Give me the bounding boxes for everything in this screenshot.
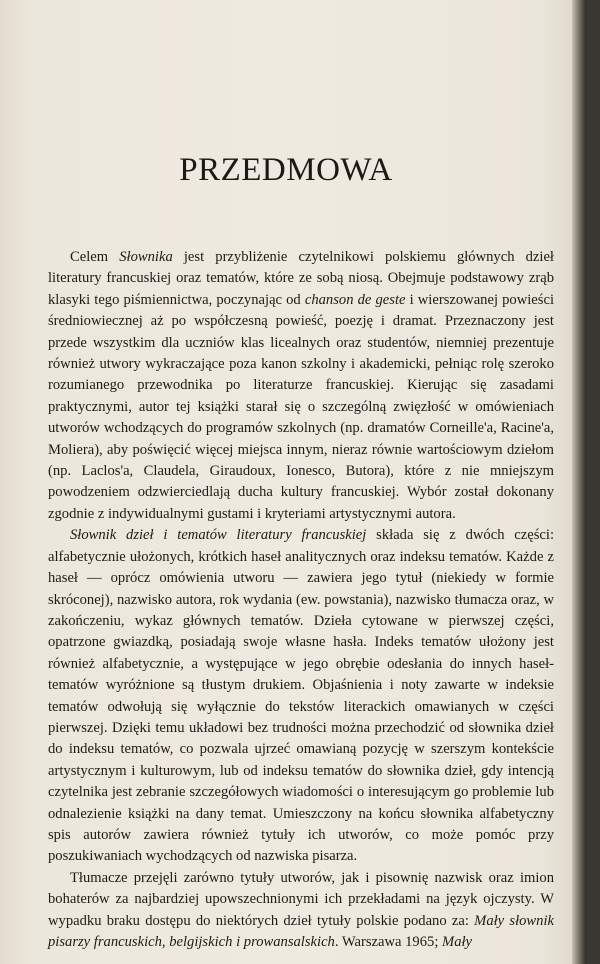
- text-run: Tłumacze przejęli zarówno tytuły utworów, jak i pisownię nazwisk oraz imion bohaterów za najbardziej upowszechnionymi ich przekładami na język ojczysty. W wypadku braku dostępu do niektórych dzieł tytuły polskie podano za:: [48, 869, 554, 929]
- italic-title: Słownik dzieł i tematów literatury francuskiej: [70, 527, 367, 544]
- paragraph: [48, 868, 554, 954]
- italic-title: Mały słownik pisarzy francuskich, belgijskich i prowansalskich: [48, 912, 554, 950]
- text-run: jest przybliżenie czytelnikowi polskiemu głównych dzieł literatury francuskiej oraz tematów, które ze sobą niosą. Obejmuje podstawowy zrąb klasyki tego piśmiennictwa, poczynając od: [48, 249, 554, 308]
- text-run: . Warszawa 1965;: [334, 934, 443, 950]
- text-run: Celem: [70, 249, 120, 265]
- italic-title: chanson de geste: [304, 291, 406, 308]
- page-title: PRZEDMOWA: [179, 152, 393, 188]
- italic-title: Mały: [442, 934, 473, 950]
- paragraph: [48, 525, 554, 868]
- page-edge: [572, 0, 586, 964]
- paragraph: [48, 247, 554, 525]
- body-text: [48, 247, 554, 953]
- text-run: i wierszowanej powieści średniowiecznej aż po współczesną powieść, poezję i dramat. Przeznaczony jest przede wszystkim dla uczniów klas licealnych oraz studentów, niemniej prezentuje również utwory wykraczające poza kanon szkolny i akademicki, pełniąc rolę szeroko rozumianego przewodnika po literaturze francuskiej. Kierując się zasadami praktycznymi, autor tej książki starał się o szczególną zwięzłość w omówieniach utworów wchodzących do programów szkolnych (np. dramatów Corneille'a, Racine'a, Moliera), aby poświęcić więcej miejsca innym, nieraz równie wartościowym dziełom (np. Laclos'a, Claudela, Giraudoux, Ionesco, Butora), które z nie mniejszym powodzeniem odzwierciedlają ducha kultury francuskiej. Wybór został dokonany zgodnie z indywidualnymi gustami i kryteriami artystycznymi autora.: [48, 291, 554, 522]
- text-run: składa się z dwóch części: alfabetycznie ułożonych, krótkich haseł analitycznych oraz indeksu tematów. Każde z haseł — oprócz omówienia utworu — zawiera jego tytuł (niekiedy w formie skróconej), nazwisko autora, rok wydania (ew. powstania), nazwisko tłumacza oraz, w zakończeniu, wykaz głównych tematów. Dzieła cytowane w pierwszej części, opatrzone gwiazdką, posiadają swoje własne hasła. Indeks tematów ułożony jest również alfabetycznie, a występujące w jego obrębie odesłania do innych haseł-tematów wyróżnione są tłustym drukiem. Objaśnienia i noty zawarte w indeksie tematów odwołują się wyłącznie do tekstów literackich omawianych w części pierwszej. Dzięki temu układowi bez trudności można przechodzić od słownika dzieł do indeksu tematów, co pozwala ujrzeć omawianą pozycję w szerszym kontekście artystycznym i kulturowym, lub od indeksu tematów do słownika dzieł, gdy intencją czytelnika jest zebranie szczegółowych wiadomości o interesującym go problemie lub odnalezienie książki na dany temat. Umieszczony na końcu słownika alfabetyczny spis autorów zawiera również tytuły ich utworów, co może pomóc przy poszukiwaniach wychodzących od nazwiska pisarza.: [48, 527, 554, 865]
- italic-title: Słownika: [119, 249, 173, 265]
